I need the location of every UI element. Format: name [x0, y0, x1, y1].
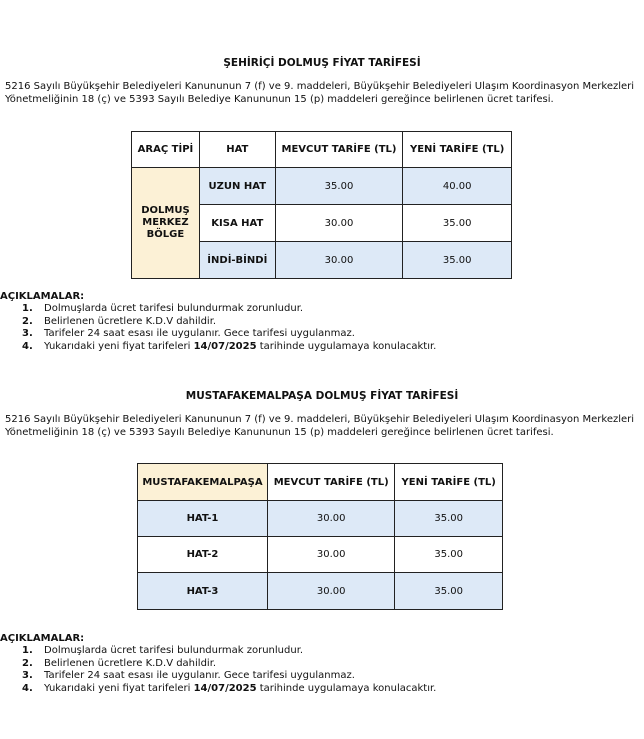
line-name-cell: HAT-1: [138, 501, 268, 537]
current-tariff-cell: 30.00: [267, 573, 394, 610]
note-number: 4.: [22, 340, 33, 352]
note-text: Tarifeler 24 saat esası ile uygulanır. Gece tarifesi uygulanmaz.: [44, 670, 355, 682]
note-text: Tarifeler 24 saat esası ile uygulanır. Gece tarifesi uygulanmaz.: [44, 328, 355, 340]
section2-intro-line2: Yönetmeliğinin 18 (ç) ve 5393 Sayılı Belediye Kanununun 15 (p) maddeleri gereğince belirlenen ücret tarifesi.: [5, 427, 554, 438]
current-tariff-cell: 30.00: [267, 501, 394, 537]
list-item: [22, 645, 436, 658]
section2-title: MUSTAFAKEMALPAŞA DOLMUŞ FİYAT TARİFESİ: [185, 390, 459, 402]
section1-intro-line1: 5216 Sayılı Büyükşehir Belediyeleri Kanununun 7 (f) ve 9. maddeleri, Büyükşehir Belediyeleri Ulaşım Koordinasyon Merkezleri: [5, 81, 635, 92]
table-row: [132, 168, 512, 205]
note-text: tarihinde uygulamaya konulacaktır.: [256, 682, 437, 694]
note-text: Belirlenen ücretlere K.D.V dahildir.: [44, 315, 217, 327]
note-text: Yukarıdaki yeni fiyat tarifeleri: [44, 682, 194, 694]
line-name-cell: UZUN HAT: [199, 168, 275, 205]
table-row: [138, 573, 503, 610]
line-name-cell: KISA HAT: [199, 205, 275, 242]
vehicle-type-line: BÖLGE: [146, 229, 185, 240]
new-tariff-cell: 35.00: [403, 242, 512, 279]
section1-notes-title: AÇIKLAMALAR:: [0, 291, 85, 302]
section2-tariff-table: [137, 463, 503, 610]
note-text: Dolmuşlarda ücret tarifesi bulundurmak zorunludur.: [44, 645, 304, 656]
note-number: 4.: [22, 682, 33, 694]
list-item: [22, 328, 436, 341]
note-number: 3.: [22, 328, 33, 340]
effective-date: 14/07/2025: [193, 682, 257, 694]
vehicle-type-line: DOLMUŞ: [141, 205, 190, 216]
note-text: Yukarıdaki yeni fiyat tarifeleri: [44, 340, 194, 352]
new-tariff-cell: 40.00: [403, 168, 512, 205]
section2-notes-list: [22, 645, 436, 695]
line-name-cell: HAT-2: [138, 537, 268, 573]
section1-intro: [5, 80, 641, 106]
section1-intro-line2: Yönetmeliğinin 18 (ç) ve 5393 Sayılı Belediye Kanununun 15 (p) maddeleri gereğince belirlenen ücret tarifesi.: [5, 94, 554, 105]
list-item: [22, 316, 436, 329]
section2-intro-line1: 5216 Sayılı Büyükşehir Belediyeleri Kanununun 7 (f) ve 9. maddeleri, Büyükşehir Belediyeleri Ulaşım Koordinasyon Merkezleri: [5, 414, 635, 425]
list-item: [22, 303, 436, 316]
current-tariff-cell: 30.00: [275, 242, 403, 279]
new-tariff-cell: 35.00: [395, 573, 503, 610]
header-new-tariff: YENİ TARİFE (TL): [395, 464, 503, 501]
list-item: [22, 670, 436, 683]
note-number: 2.: [22, 657, 33, 669]
vehicle-type-cell: [132, 168, 200, 279]
header-current-tariff: MEVCUT TARİFE (TL): [267, 464, 394, 501]
section1-notes-list: [22, 303, 436, 353]
section1-tariff-table: [131, 131, 512, 279]
note-number: 1.: [22, 303, 33, 314]
section1-title: ŞEHİRİÇİ DOLMUŞ FİYAT TARİFESİ: [223, 57, 421, 69]
list-item: [22, 658, 436, 671]
list-item: [22, 341, 436, 354]
current-tariff-cell: 30.00: [275, 205, 403, 242]
effective-date: 14/07/2025: [193, 340, 257, 352]
current-tariff-cell: 35.00: [275, 168, 403, 205]
vehicle-type-line: MERKEZ: [142, 217, 189, 228]
current-tariff-cell: 30.00: [267, 537, 394, 573]
note-text: Dolmuşlarda ücret tarifesi bulundurmak zorunludur.: [44, 303, 304, 314]
table-row: [138, 537, 503, 573]
note-number: 2.: [22, 315, 33, 327]
new-tariff-cell: 35.00: [395, 501, 503, 537]
header-new-tariff: YENİ TARİFE (TL): [403, 132, 512, 168]
header-current-tariff: MEVCUT TARİFE (TL): [275, 132, 403, 168]
list-item: [22, 683, 436, 696]
table-row: [138, 501, 503, 537]
table-header-row: [132, 132, 512, 168]
table-header-row: [138, 464, 503, 501]
header-vehicle-type: ARAÇ TİPİ: [132, 132, 200, 168]
line-name-cell: İNDİ-BİNDİ: [199, 242, 275, 279]
note-text: tarihinde uygulamaya konulacaktır.: [256, 340, 437, 352]
header-district: MUSTAFAKEMALPAŞA: [138, 464, 268, 501]
note-text: Belirlenen ücretlere K.D.V dahildir.: [44, 657, 217, 669]
header-line: HAT: [199, 132, 275, 168]
note-number: 1.: [22, 645, 33, 656]
section2-intro: [5, 413, 641, 439]
note-number: 3.: [22, 670, 33, 682]
section2-notes-title: AÇIKLAMALAR:: [0, 633, 85, 644]
line-name-cell: HAT-3: [138, 573, 268, 610]
new-tariff-cell: 35.00: [403, 205, 512, 242]
new-tariff-cell: 35.00: [395, 537, 503, 573]
